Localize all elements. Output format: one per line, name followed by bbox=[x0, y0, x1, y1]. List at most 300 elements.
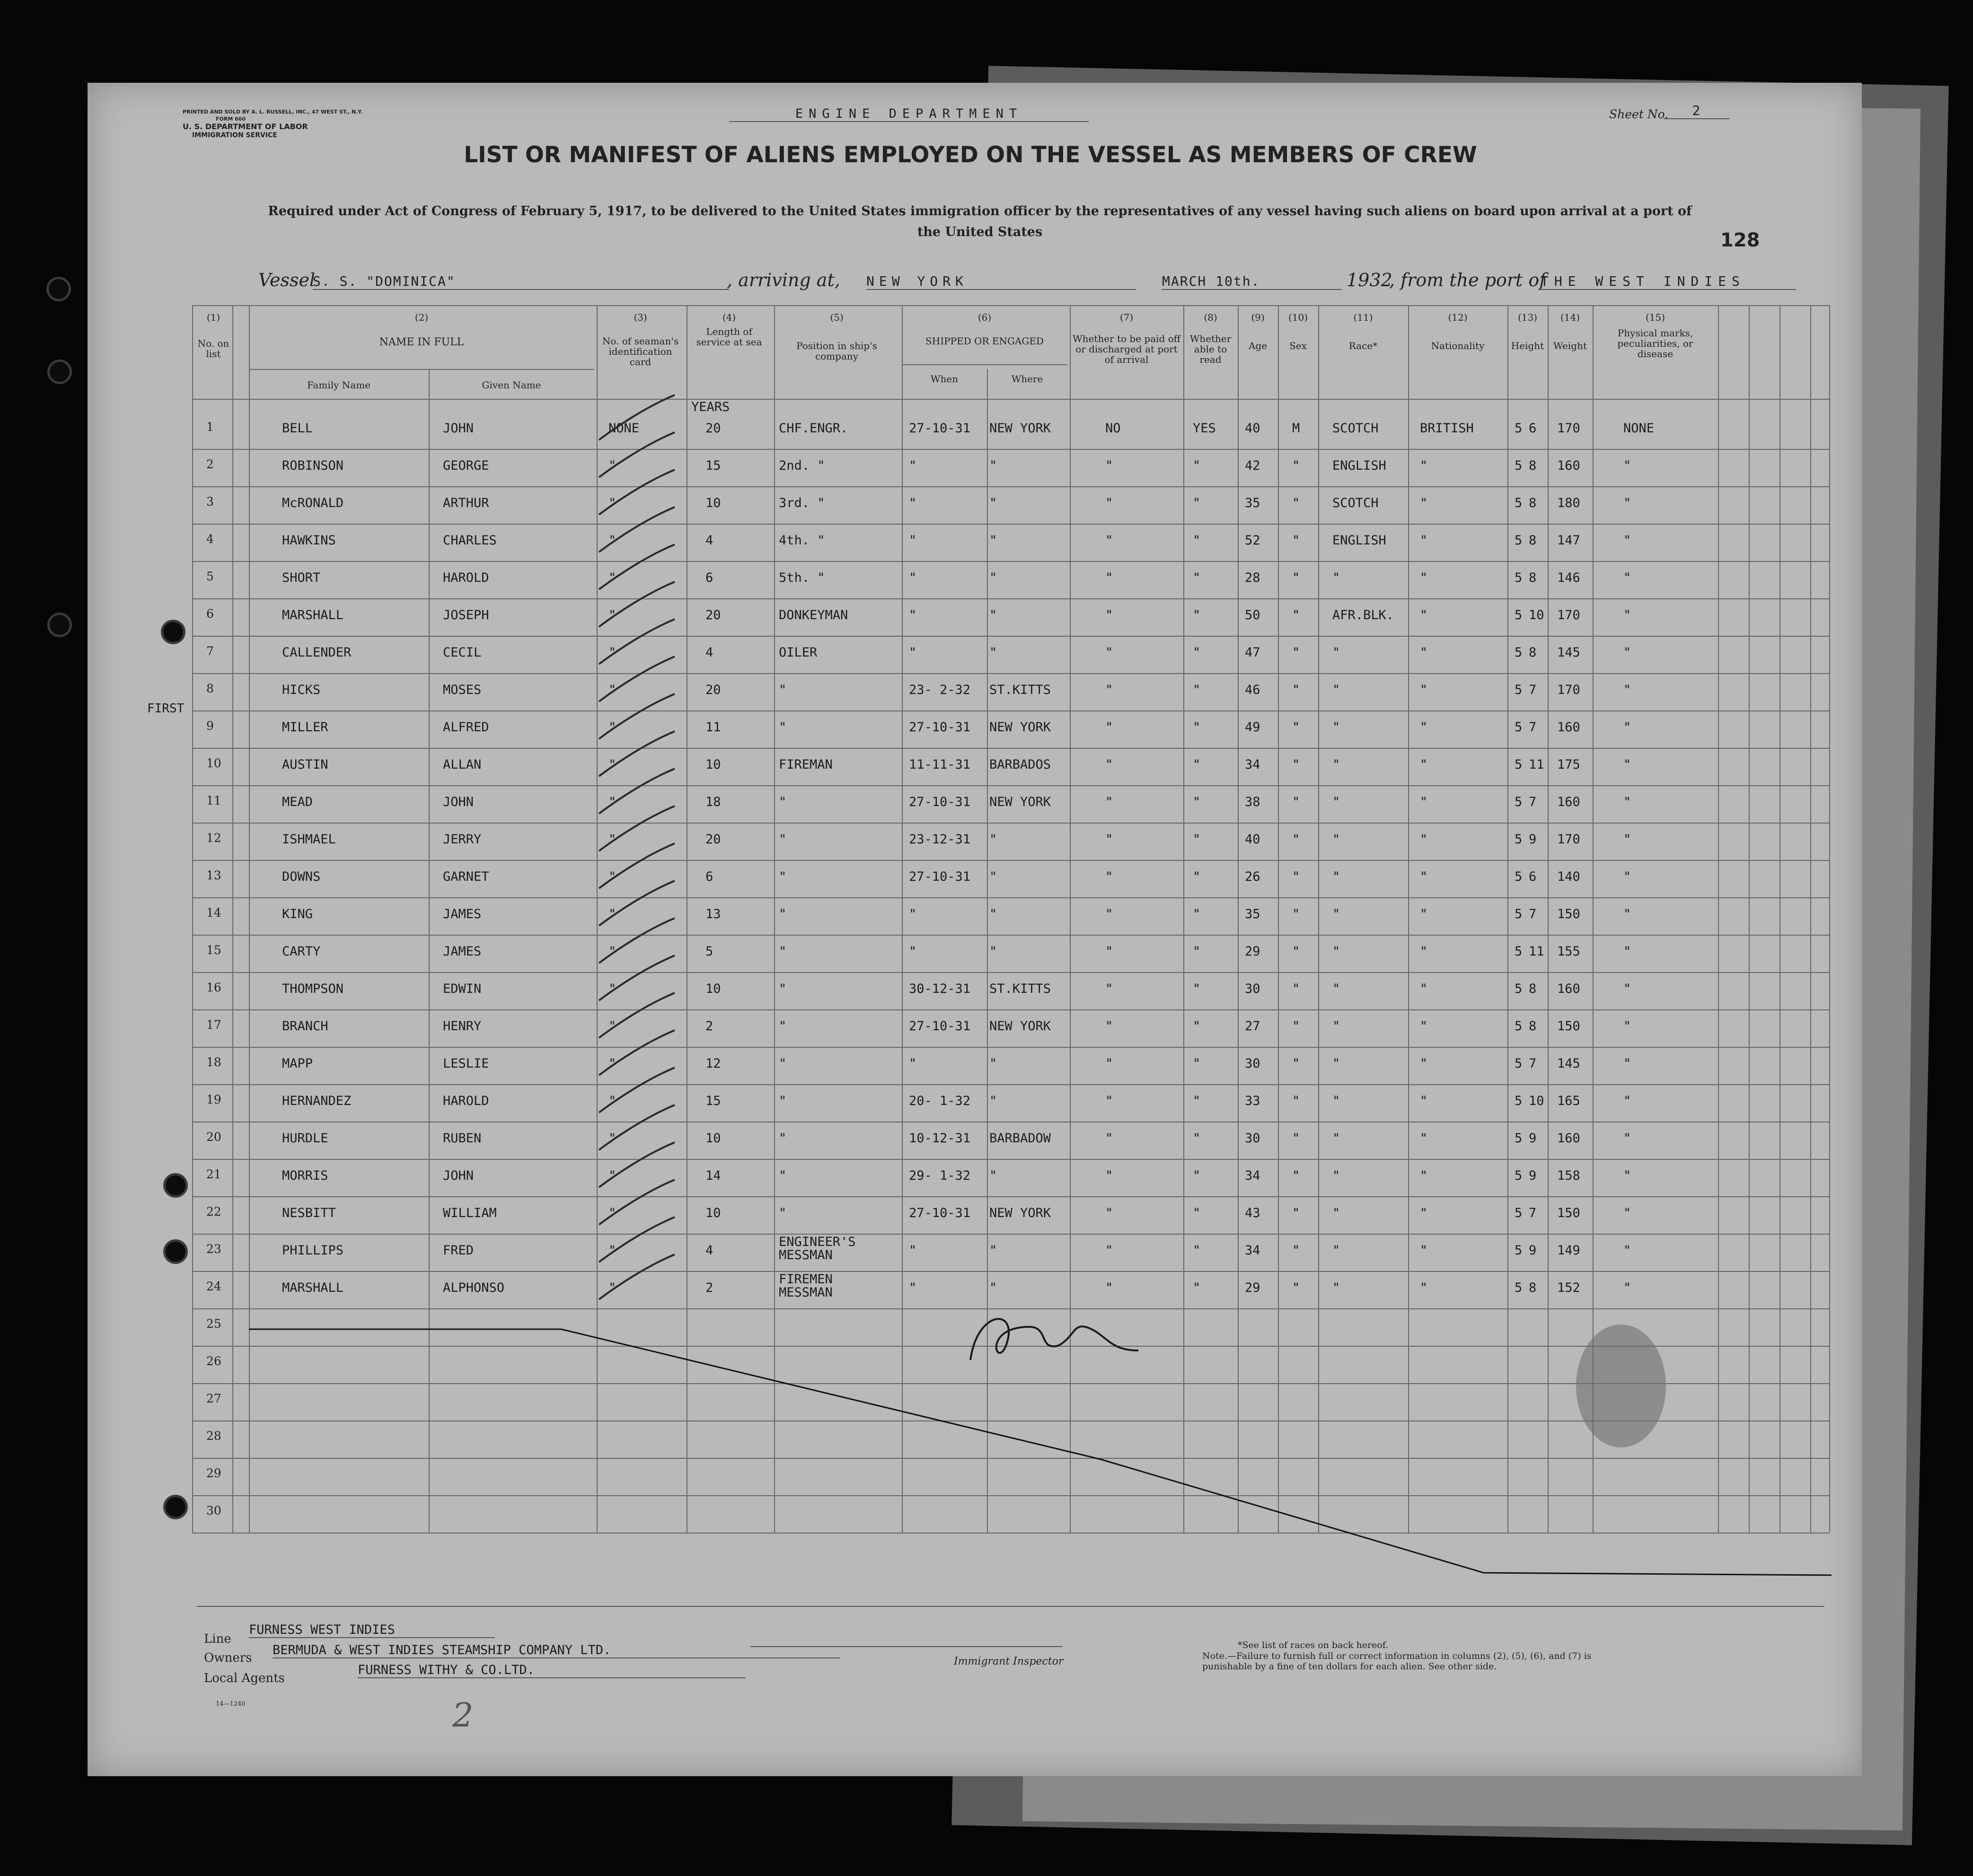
sex-cell: " bbox=[1292, 982, 1300, 996]
physical-marks-cell: " bbox=[1623, 533, 1631, 548]
service-cell: 12 bbox=[705, 1056, 721, 1071]
weight-cell: 145 bbox=[1557, 645, 1580, 660]
position-cell: " bbox=[779, 720, 787, 735]
col-6-header: SHIPPED OR ENGAGED bbox=[925, 335, 1044, 347]
family-name-cell: MARSHALL bbox=[282, 1280, 344, 1295]
shipped-where-cell: " bbox=[989, 1280, 997, 1295]
col-15-header: Physical marks, peculiarities, or disease bbox=[1617, 327, 1693, 359]
row-number: 8 bbox=[206, 682, 214, 695]
race-cell: " bbox=[1332, 757, 1340, 772]
service-cell: 13 bbox=[705, 907, 721, 921]
paid-off-cell: " bbox=[1105, 1280, 1113, 1295]
position-cell: " bbox=[779, 1094, 787, 1108]
height-inches-cell: 9 bbox=[1529, 1168, 1537, 1183]
col-6a-header: When bbox=[930, 373, 959, 385]
shipped-when-cell: " bbox=[909, 1280, 917, 1295]
height-feet-cell: 5 bbox=[1515, 683, 1523, 697]
paid-off-cell: " bbox=[1105, 795, 1113, 809]
races-note: *See list of races on back hereof. bbox=[1238, 1640, 1389, 1650]
shipped-when-cell: 29- 1-32 bbox=[909, 1168, 971, 1183]
weight-cell: 160 bbox=[1557, 795, 1580, 809]
col-11-number: (11) bbox=[1353, 312, 1373, 323]
able-to-read-cell: " bbox=[1193, 1280, 1201, 1295]
position-cell: 4th. " bbox=[779, 533, 825, 548]
col-8-header: Whether able to read bbox=[1189, 333, 1232, 365]
shipped-when-cell: 27-10-31 bbox=[909, 720, 971, 735]
col-1-number: (1) bbox=[206, 312, 220, 323]
given-name-cell: EDWIN bbox=[443, 982, 482, 996]
departure-port: THE WEST INDIES bbox=[1541, 273, 1796, 290]
paid-off-cell: " bbox=[1105, 832, 1113, 847]
service-cell: 6 bbox=[705, 869, 713, 884]
given-name-cell: JAMES bbox=[443, 907, 482, 921]
shipped-where-cell: ST.KITTS bbox=[989, 982, 1051, 996]
service-cell: 14 bbox=[705, 1168, 721, 1183]
given-name-cell: GARNET bbox=[443, 869, 489, 884]
sex-cell: M bbox=[1292, 421, 1300, 436]
given-name-cell: RUBEN bbox=[443, 1131, 482, 1146]
check-mark bbox=[599, 806, 675, 851]
nationality-cell: " bbox=[1420, 533, 1428, 548]
col-9-number: (9) bbox=[1251, 312, 1265, 323]
family-name-cell: CALLENDER bbox=[282, 645, 352, 660]
family-name-cell: KING bbox=[282, 907, 313, 921]
col-15-number: (15) bbox=[1645, 312, 1665, 323]
nationality-cell: " bbox=[1420, 757, 1428, 772]
able-to-read-cell: " bbox=[1193, 1056, 1201, 1071]
age-cell: 47 bbox=[1245, 645, 1260, 660]
height-inches-cell: 7 bbox=[1529, 1206, 1537, 1220]
weight-cell: 149 bbox=[1557, 1243, 1580, 1258]
col-9-header: Age bbox=[1248, 340, 1268, 351]
weight-cell: 158 bbox=[1557, 1168, 1580, 1183]
height-feet-cell: 5 bbox=[1515, 533, 1523, 548]
id-card-cell: " bbox=[608, 645, 617, 660]
weight-cell: 175 bbox=[1557, 757, 1580, 772]
nationality-cell: " bbox=[1420, 1168, 1428, 1183]
position-cell: FIREMAN bbox=[779, 757, 833, 772]
row-number: 11 bbox=[206, 794, 221, 807]
height-feet-cell: 5 bbox=[1515, 944, 1523, 959]
age-cell: 34 bbox=[1245, 757, 1260, 772]
race-cell: " bbox=[1332, 982, 1340, 996]
shipped-when-cell: 10-12-31 bbox=[909, 1131, 971, 1146]
height-inches-cell: 8 bbox=[1529, 570, 1537, 585]
position-cell: " bbox=[779, 944, 787, 959]
col-11-header: Race* bbox=[1348, 340, 1378, 351]
family-name-cell: MORRIS bbox=[282, 1168, 328, 1183]
id-card-cell: " bbox=[608, 458, 617, 473]
shipped-where-cell: " bbox=[989, 1243, 997, 1258]
given-name-cell: LESLIE bbox=[443, 1056, 489, 1071]
height-inches-cell: 8 bbox=[1529, 1280, 1537, 1295]
age-cell: 40 bbox=[1245, 421, 1260, 436]
sex-cell: " bbox=[1292, 1206, 1300, 1220]
arrival-year: 1932 bbox=[1347, 270, 1392, 290]
sex-cell: " bbox=[1292, 720, 1300, 735]
sex-cell: " bbox=[1292, 458, 1300, 473]
weight-cell: 140 bbox=[1557, 869, 1580, 884]
row-number: 2 bbox=[206, 457, 214, 471]
check-mark bbox=[599, 657, 675, 701]
service-cell: 10 bbox=[705, 496, 721, 510]
nationality-cell: " bbox=[1420, 832, 1428, 847]
paid-off-cell: " bbox=[1105, 608, 1113, 622]
given-name-cell: HAROLD bbox=[443, 570, 489, 585]
given-name-cell: JAMES bbox=[443, 944, 482, 959]
shipped-when-cell: " bbox=[909, 907, 917, 921]
arrival-port: NEW YORK bbox=[866, 273, 1136, 290]
sex-cell: " bbox=[1292, 869, 1300, 884]
department-of-labor: U. S. DEPARTMENT OF LABOR bbox=[183, 122, 308, 131]
check-mark bbox=[599, 731, 675, 776]
shipped-where-cell: NEW YORK bbox=[989, 1019, 1051, 1034]
row-number: 17 bbox=[206, 1018, 221, 1032]
age-cell: 29 bbox=[1245, 944, 1260, 959]
height-inches-cell: 9 bbox=[1529, 1243, 1537, 1258]
vessel-label: Vessel bbox=[258, 270, 316, 290]
sex-cell: " bbox=[1292, 1131, 1300, 1146]
physical-marks-cell: " bbox=[1623, 982, 1631, 996]
col-5-header: Position in ship's company bbox=[796, 340, 877, 362]
empty-row-number: 27 bbox=[206, 1392, 221, 1405]
id-card-cell: NONE bbox=[608, 421, 640, 436]
service-cell: 10 bbox=[705, 1206, 721, 1220]
row-number: 10 bbox=[206, 756, 221, 770]
race-cell: " bbox=[1332, 944, 1340, 959]
nationality-cell: " bbox=[1420, 645, 1428, 660]
height-feet-cell: 5 bbox=[1515, 869, 1523, 884]
given-name-cell: ARTHUR bbox=[443, 496, 489, 510]
height-feet-cell: 5 bbox=[1515, 608, 1523, 622]
able-to-read-cell: " bbox=[1193, 645, 1201, 660]
given-name-cell: ALPHONSO bbox=[443, 1280, 505, 1295]
id-card-cell: " bbox=[608, 608, 617, 622]
height-inches-cell: 7 bbox=[1529, 907, 1537, 921]
empty-row-number: 26 bbox=[206, 1354, 221, 1368]
row-number: 7 bbox=[206, 644, 214, 658]
shipped-when-cell: " bbox=[909, 1243, 917, 1258]
family-name-cell: SHORT bbox=[282, 570, 321, 585]
ink-overlay bbox=[131, 97, 1834, 1637]
shipped-where-cell: NEW YORK bbox=[989, 795, 1051, 809]
able-to-read-cell: " bbox=[1193, 869, 1201, 884]
owners-value: BERMUDA & WEST INDIES STEAMSHIP COMPANY LTD. bbox=[273, 1643, 840, 1658]
shipped-when-cell: 11-11-31 bbox=[909, 757, 971, 772]
able-to-read-cell: " bbox=[1193, 795, 1201, 809]
row-number: 4 bbox=[206, 532, 214, 546]
row-number: 3 bbox=[206, 495, 214, 508]
height-inches-cell: 11 bbox=[1529, 757, 1544, 772]
id-card-cell: " bbox=[608, 720, 617, 735]
nationality-cell: " bbox=[1420, 496, 1428, 510]
sex-cell: " bbox=[1292, 1243, 1300, 1258]
id-card-cell: " bbox=[608, 832, 617, 847]
physical-marks-cell: " bbox=[1623, 832, 1631, 847]
age-cell: 52 bbox=[1245, 533, 1260, 548]
id-card-cell: " bbox=[608, 1019, 617, 1034]
id-card-cell: " bbox=[608, 533, 617, 548]
row-number: 6 bbox=[206, 607, 214, 621]
row-number: 15 bbox=[206, 943, 221, 957]
given-name-cell: ALFRED bbox=[443, 720, 489, 735]
row-number: 18 bbox=[206, 1055, 221, 1069]
sex-cell: " bbox=[1292, 1094, 1300, 1108]
age-cell: 34 bbox=[1245, 1168, 1260, 1183]
shipped-when-cell: 27-10-31 bbox=[909, 869, 971, 884]
shipped-where-cell: " bbox=[989, 608, 997, 622]
check-mark bbox=[599, 1180, 675, 1225]
id-card-cell: " bbox=[608, 757, 617, 772]
col-4-number: (4) bbox=[722, 312, 736, 323]
physical-marks-cell: " bbox=[1623, 1019, 1631, 1034]
punch-hole bbox=[47, 613, 72, 637]
row-number: 24 bbox=[206, 1280, 221, 1293]
check-mark bbox=[599, 470, 675, 515]
empty-row-number: 28 bbox=[206, 1429, 221, 1443]
physical-marks-cell: " bbox=[1623, 720, 1631, 735]
paid-off-cell: " bbox=[1105, 1206, 1113, 1220]
race-cell: SCOTCH bbox=[1332, 421, 1379, 436]
age-cell: 38 bbox=[1245, 795, 1260, 809]
service-cell: 20 bbox=[705, 832, 721, 847]
shipped-when-cell: " bbox=[909, 608, 917, 622]
id-card-cell: " bbox=[608, 1131, 617, 1146]
col-2-number: (2) bbox=[414, 312, 429, 323]
physical-marks-cell: " bbox=[1623, 1131, 1631, 1146]
paid-off-cell: " bbox=[1105, 907, 1113, 921]
from-label: , from the port of bbox=[1389, 270, 1546, 290]
empty-row-number: 25 bbox=[206, 1317, 221, 1331]
able-to-read-cell: " bbox=[1193, 570, 1201, 585]
race-cell: " bbox=[1332, 720, 1340, 735]
age-cell: 49 bbox=[1245, 720, 1260, 735]
col-12-number: (12) bbox=[1448, 312, 1468, 323]
id-card-cell: " bbox=[608, 869, 617, 884]
check-mark bbox=[599, 956, 675, 1000]
position-cell: " bbox=[779, 795, 787, 809]
id-card-cell: " bbox=[608, 683, 617, 697]
family-name-cell: ISHMAEL bbox=[282, 832, 336, 847]
page-subtitle: Required under Act of Congress of February 5, 1917, to be delivered to the United States immigration officer by the representatives of any vessel having such aliens on board upon arrival at a port of the United States bbox=[268, 204, 1692, 239]
height-inches-cell: 7 bbox=[1529, 1056, 1537, 1071]
col-14-number: (14) bbox=[1560, 312, 1580, 323]
department-heading: ENGINE DEPARTMENT bbox=[729, 106, 1089, 122]
owners-label: Owners bbox=[204, 1651, 252, 1665]
id-card-cell: " bbox=[608, 1206, 617, 1220]
row-number: 16 bbox=[206, 981, 221, 994]
paid-off-cell: " bbox=[1105, 982, 1113, 996]
col-4-header: Length of service at sea bbox=[696, 326, 762, 348]
shipped-when-cell: " bbox=[909, 458, 917, 473]
id-card-cell: " bbox=[608, 907, 617, 921]
position-cell: DONKEYMAN bbox=[779, 608, 848, 622]
position-cell: " bbox=[779, 1206, 787, 1220]
service-cell: 20 bbox=[705, 683, 721, 697]
able-to-read-cell: " bbox=[1193, 907, 1201, 921]
col-6-number: (6) bbox=[978, 312, 992, 323]
physical-marks-cell: " bbox=[1623, 1280, 1631, 1295]
age-cell: 27 bbox=[1245, 1019, 1260, 1034]
able-to-read-cell: " bbox=[1193, 982, 1201, 996]
race-cell: " bbox=[1332, 1243, 1340, 1258]
height-inches-cell: 10 bbox=[1529, 1094, 1544, 1108]
position-cell: " bbox=[779, 1131, 787, 1146]
family-name-cell: HAWKINS bbox=[282, 533, 336, 548]
race-cell: SCOTCH bbox=[1332, 496, 1379, 510]
shipped-when-cell: " bbox=[909, 533, 917, 548]
physical-marks-cell: " bbox=[1623, 1094, 1631, 1108]
service-cell: 5 bbox=[705, 944, 713, 959]
height-inches-cell: 6 bbox=[1529, 869, 1537, 884]
service-cell: 15 bbox=[705, 458, 721, 473]
position-cell: 5th. " bbox=[779, 570, 825, 585]
given-name-cell: GEORGE bbox=[443, 458, 489, 473]
height-feet-cell: 5 bbox=[1515, 645, 1523, 660]
age-cell: 35 bbox=[1245, 907, 1260, 921]
able-to-read-cell: " bbox=[1193, 1168, 1201, 1183]
shipped-where-cell: " bbox=[989, 496, 997, 510]
shipped-where-cell: BARBADOS bbox=[989, 757, 1051, 772]
able-to-read-cell: YES bbox=[1193, 421, 1216, 436]
years-label: YEARS bbox=[691, 400, 730, 414]
age-cell: 30 bbox=[1245, 982, 1260, 996]
service-cell: 20 bbox=[705, 608, 721, 622]
height-feet-cell: 5 bbox=[1515, 421, 1523, 436]
row-number: 23 bbox=[206, 1242, 221, 1256]
age-cell: 29 bbox=[1245, 1280, 1260, 1295]
service-cell: 15 bbox=[705, 1094, 721, 1108]
col-5-number: (5) bbox=[830, 312, 844, 323]
race-cell: " bbox=[1332, 1131, 1340, 1146]
sex-cell: " bbox=[1292, 1019, 1300, 1034]
age-cell: 35 bbox=[1245, 496, 1260, 510]
given-name-cell: HENRY bbox=[443, 1019, 482, 1034]
given-name-cell: CECIL bbox=[443, 645, 482, 660]
sex-cell: " bbox=[1292, 1056, 1300, 1071]
height-feet-cell: 5 bbox=[1515, 1206, 1523, 1220]
check-mark bbox=[599, 993, 675, 1038]
row-number: 22 bbox=[206, 1205, 221, 1219]
sex-cell: " bbox=[1292, 1168, 1300, 1183]
family-name-cell: BELL bbox=[282, 421, 313, 436]
shipped-where-cell: " bbox=[989, 869, 997, 884]
position-cell: ENGINEER'S bbox=[779, 1235, 856, 1249]
nationality-cell: " bbox=[1420, 1243, 1428, 1258]
weight-cell: 150 bbox=[1557, 1019, 1580, 1034]
family-name-cell: ROBINSON bbox=[282, 458, 344, 473]
empty-row-number: 30 bbox=[206, 1504, 221, 1517]
physical-marks-cell: " bbox=[1623, 795, 1631, 809]
sex-cell: " bbox=[1292, 757, 1300, 772]
position-cell: " bbox=[779, 1168, 787, 1183]
height-feet-cell: 5 bbox=[1515, 907, 1523, 921]
line-value: FURNESS WEST INDIES bbox=[249, 1622, 495, 1638]
race-cell: ENGLISH bbox=[1332, 458, 1386, 473]
check-mark bbox=[599, 1030, 675, 1075]
height-feet-cell: 5 bbox=[1515, 720, 1523, 735]
shipped-when-cell: 27-10-31 bbox=[909, 1206, 971, 1220]
height-inches-cell: 8 bbox=[1529, 1019, 1537, 1034]
height-feet-cell: 5 bbox=[1515, 1243, 1523, 1258]
weight-cell: 160 bbox=[1557, 720, 1580, 735]
nationality-cell: " bbox=[1420, 795, 1428, 809]
paid-off-cell: " bbox=[1105, 944, 1113, 959]
col-2a-header: Family Name bbox=[307, 379, 371, 391]
agents-value: FURNESS WITHY & CO.LTD. bbox=[358, 1663, 746, 1678]
check-mark bbox=[599, 1217, 675, 1262]
able-to-read-cell: " bbox=[1193, 832, 1201, 847]
shipped-where-cell: " bbox=[989, 1168, 997, 1183]
check-mark bbox=[599, 395, 675, 440]
id-card-cell: " bbox=[608, 1280, 617, 1295]
col-12-header: Nationality bbox=[1431, 340, 1485, 351]
position-cell: 3rd. " bbox=[779, 496, 825, 510]
position-cell: " bbox=[779, 1056, 787, 1071]
sex-cell: " bbox=[1292, 570, 1300, 585]
sheet-number: 2 bbox=[1664, 103, 1730, 119]
line-label: Line bbox=[204, 1632, 231, 1646]
shipped-when-cell: " bbox=[909, 570, 917, 585]
height-feet-cell: 5 bbox=[1515, 570, 1523, 585]
id-card-cell: " bbox=[608, 1056, 617, 1071]
able-to-read-cell: " bbox=[1193, 1094, 1201, 1108]
physical-marks-cell: " bbox=[1623, 1206, 1631, 1220]
col-13-header: Height bbox=[1511, 340, 1544, 351]
service-cell: 10 bbox=[705, 1131, 721, 1146]
paid-off-cell: " bbox=[1105, 645, 1113, 660]
shipped-where-cell: NEW YORK bbox=[989, 1206, 1051, 1220]
service-cell: 11 bbox=[705, 720, 721, 735]
height-inches-cell: 9 bbox=[1529, 1131, 1537, 1146]
check-mark bbox=[599, 507, 675, 552]
service-cell: 18 bbox=[705, 795, 721, 809]
position-cell: " bbox=[779, 869, 787, 884]
handwritten-mark: 2 bbox=[452, 1696, 474, 1735]
shipped-where-cell: ST.KITTS bbox=[989, 683, 1051, 697]
given-name-cell: JOHN bbox=[443, 421, 474, 436]
service-cell: 2 bbox=[705, 1280, 713, 1295]
service-cell: 10 bbox=[705, 757, 721, 772]
form-number: FORM 660 bbox=[216, 116, 246, 122]
given-name-cell: HAROLD bbox=[443, 1094, 489, 1108]
check-marks bbox=[599, 395, 675, 1299]
margin-note: FIRST bbox=[147, 701, 185, 716]
nationality-cell: " bbox=[1420, 720, 1428, 735]
weight-cell: 147 bbox=[1557, 533, 1580, 548]
physical-marks-cell: NONE bbox=[1623, 421, 1655, 436]
height-feet-cell: 5 bbox=[1515, 832, 1523, 847]
form-code: 14—1240 bbox=[216, 1701, 246, 1708]
height-feet-cell: 5 bbox=[1515, 1131, 1523, 1146]
page-title: LIST OR MANIFEST OF ALIENS EMPLOYED ON THE VESSEL AS MEMBERS OF CREW bbox=[464, 142, 1477, 168]
shipped-where-cell: " bbox=[989, 944, 997, 959]
nationality-cell: " bbox=[1420, 869, 1428, 884]
shipped-when-cell: 27-10-31 bbox=[909, 795, 971, 809]
age-cell: 30 bbox=[1245, 1056, 1260, 1071]
arrival-date: MARCH 10th. bbox=[1162, 273, 1342, 290]
able-to-read-cell: " bbox=[1193, 458, 1201, 473]
col-7-number: (7) bbox=[1119, 312, 1134, 323]
weight-cell: 170 bbox=[1557, 421, 1580, 436]
height-inches-cell: 8 bbox=[1529, 982, 1537, 996]
shipped-where-cell: " bbox=[989, 570, 997, 585]
col-8-number: (8) bbox=[1204, 312, 1217, 323]
nationality-cell: " bbox=[1420, 1019, 1428, 1034]
family-name-cell: THOMPSON bbox=[282, 982, 344, 996]
race-cell: " bbox=[1332, 645, 1340, 660]
paid-off-cell: " bbox=[1105, 1094, 1113, 1108]
